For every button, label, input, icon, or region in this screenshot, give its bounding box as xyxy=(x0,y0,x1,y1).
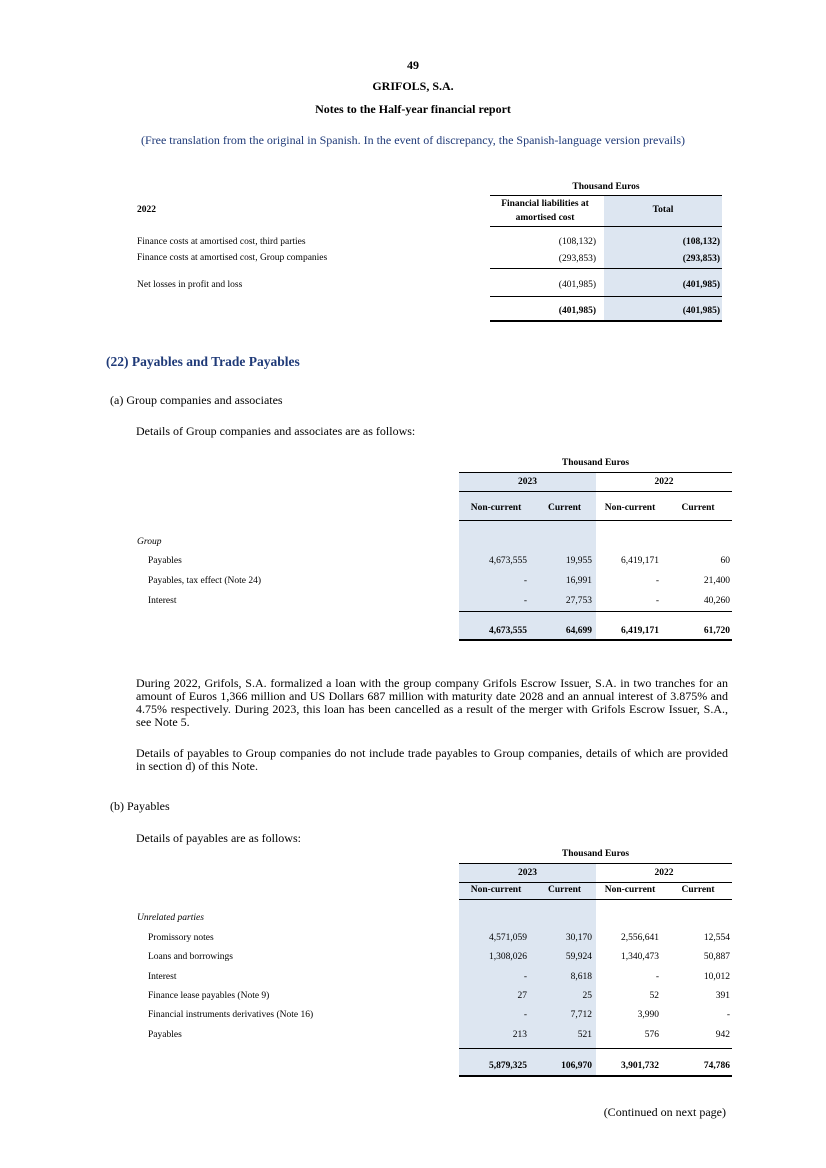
table1-cell: (293,853) xyxy=(558,254,596,264)
table2-total: 6,419,171 xyxy=(621,626,659,636)
table3-total: 5,879,325 xyxy=(489,1061,527,1071)
table2-row-label: Interest xyxy=(148,596,177,606)
table1-row-label: Net losses in profit and loss xyxy=(137,280,243,290)
table3-cell: 10,012 xyxy=(703,972,730,982)
table3-cell: 391 xyxy=(715,991,730,1001)
table2-total: 4,673,555 xyxy=(489,626,527,636)
company-name: GRIFOLS, S.A. xyxy=(372,79,454,93)
table3-cell: 50,887 xyxy=(703,952,730,962)
table1-cell: (293,853) xyxy=(682,254,720,264)
subsection-a-title: (a) Group companies and associates xyxy=(110,393,283,407)
table2-cell: 60 xyxy=(720,556,730,566)
table1-cell: (401,985) xyxy=(682,280,720,290)
table3-cell: 59,924 xyxy=(565,952,592,962)
table2-cell: 4,673,555 xyxy=(489,556,527,566)
table3-year: 2023 xyxy=(518,868,537,878)
continued-note: (Continued on next page) xyxy=(603,1105,726,1119)
table3-cell: 12,554 xyxy=(703,933,730,943)
subsection-a-intro: Details of Group companies and associates are as follows: xyxy=(136,424,416,438)
table3-cell: 521 xyxy=(577,1030,592,1040)
table3-cell: - xyxy=(726,1010,730,1020)
subsection-b-intro: Details of payables are as follows: xyxy=(136,831,301,845)
table2-group-header: Thousand Euros xyxy=(561,458,630,468)
table3-cell: - xyxy=(523,1010,527,1020)
paragraph-trade-payables: Details of payables to Group companies do not include trade payables to Group companies, details of which are provided in section d) of this Note. xyxy=(136,746,728,773)
table3-total: 74,786 xyxy=(703,1061,730,1071)
table3-cell: 2,556,641 xyxy=(621,933,659,943)
table3-cell: - xyxy=(523,972,527,982)
table3-group-header: Thousand Euros xyxy=(561,849,630,859)
table3-cell: 25 xyxy=(582,991,592,1001)
table3-row-label: Loans and borrowings xyxy=(148,952,233,962)
translation-note: (Free translation from the original in Spanish. In the event of discrepancy, the Spanish-language version prevails) xyxy=(140,133,686,147)
table2-cell: - xyxy=(655,596,659,606)
table3-row-label: Interest xyxy=(148,972,177,982)
table1-cell: (108,132) xyxy=(682,237,720,247)
table3-year: 2022 xyxy=(654,868,674,878)
table3-col-header: Current xyxy=(547,885,582,895)
table2-row-label: Payables, tax effect (Note 24) xyxy=(148,576,261,586)
table1-year: 2022 xyxy=(137,205,156,215)
table2-year: 2023 xyxy=(518,477,537,487)
table3-col-header: Non-current xyxy=(470,885,522,895)
table2-year: 2022 xyxy=(654,477,674,487)
table1-col2-header: Total xyxy=(652,205,674,215)
table3-cell: 1,308,026 xyxy=(489,952,527,962)
table2-cell: - xyxy=(523,596,527,606)
table2-group-label: Group xyxy=(137,537,162,547)
table2-row-label: Payables xyxy=(148,556,182,566)
table2-cell: 40,260 xyxy=(703,596,730,606)
table2-cell: 6,419,171 xyxy=(621,556,659,566)
table1-total: (401,985) xyxy=(682,306,720,316)
table2-cell: - xyxy=(655,576,659,586)
table3-cell: - xyxy=(655,972,659,982)
table2-col-header: Non-current xyxy=(470,503,522,513)
paragraph-loan: During 2022, Grifols, S.A. formalized a loan with the group company Grifols Escrow Issuer, S.A. in two tranches for an amount of Euros 1,366 million and US Dollars 687 million with maturity date 2028 and an annual interest of 3.875% and 4.75% respectively. During 2023, this loan has been cancelled as a result of the merger with Grifols Escrow Issuer, S.A., see Note 5. xyxy=(136,676,728,729)
table3-cell: 1,340,473 xyxy=(621,952,659,962)
table2-cell: 16,991 xyxy=(565,576,592,586)
table1-group-header: Thousand Euros xyxy=(572,182,640,192)
table3-col-header: Non-current xyxy=(604,885,656,895)
table3-row-label: Promissory notes xyxy=(148,933,214,943)
table2-cell: 27,753 xyxy=(565,596,592,606)
table2-cell: - xyxy=(523,576,527,586)
table3-cell: 576 xyxy=(644,1030,659,1040)
table3-total: 3,901,732 xyxy=(621,1061,659,1071)
table3-group-label: Unrelated parties xyxy=(137,913,204,923)
table1-col1-header: Financial liabilities at amortised cost xyxy=(501,199,589,223)
table2-col-header: Non-current xyxy=(604,503,656,513)
table1-row-label: Finance costs at amortised cost, Group companies xyxy=(137,253,328,263)
table3-cell: 3,990 xyxy=(637,1010,659,1020)
table3-cell: 942 xyxy=(715,1030,730,1040)
subsection-b-title: (b) Payables xyxy=(110,799,170,813)
table1-cell: (108,132) xyxy=(558,237,596,247)
section-title: (22) Payables and Trade Payables xyxy=(106,354,300,369)
table3-cell: 30,170 xyxy=(565,933,592,943)
table3-cell: 27 xyxy=(517,991,527,1001)
table3-col-header: Current xyxy=(681,885,715,895)
table3-total: 106,970 xyxy=(561,1061,592,1071)
table3-row-label: Financial instruments derivatives (Note 16) xyxy=(148,1010,314,1020)
table2-total: 61,720 xyxy=(703,626,730,636)
page-number: 49 xyxy=(407,58,419,72)
table2-col-header: Current xyxy=(681,503,715,513)
table1-cell: (401,985) xyxy=(558,280,596,290)
table1-row-label: Finance costs at amortised cost, third parties xyxy=(137,237,306,247)
table3-cell: 213 xyxy=(512,1030,527,1040)
table3-cell: 52 xyxy=(649,991,659,1001)
report-subtitle: Notes to the Half-year financial report xyxy=(315,102,511,116)
table2-cell: 19,955 xyxy=(565,556,592,566)
table2-cell: 21,400 xyxy=(703,576,730,586)
table3-cell: 8,618 xyxy=(570,972,592,982)
table3-row-label: Finance lease payables (Note 9) xyxy=(148,991,270,1001)
table3-cell: 4,571,059 xyxy=(489,933,527,943)
table3-cell: 7,712 xyxy=(570,1010,592,1020)
table3-row-label: Payables xyxy=(148,1030,182,1040)
table2-col-header: Current xyxy=(547,503,582,513)
table1-total: (401,985) xyxy=(558,306,596,316)
table2-total: 64,699 xyxy=(565,626,592,636)
